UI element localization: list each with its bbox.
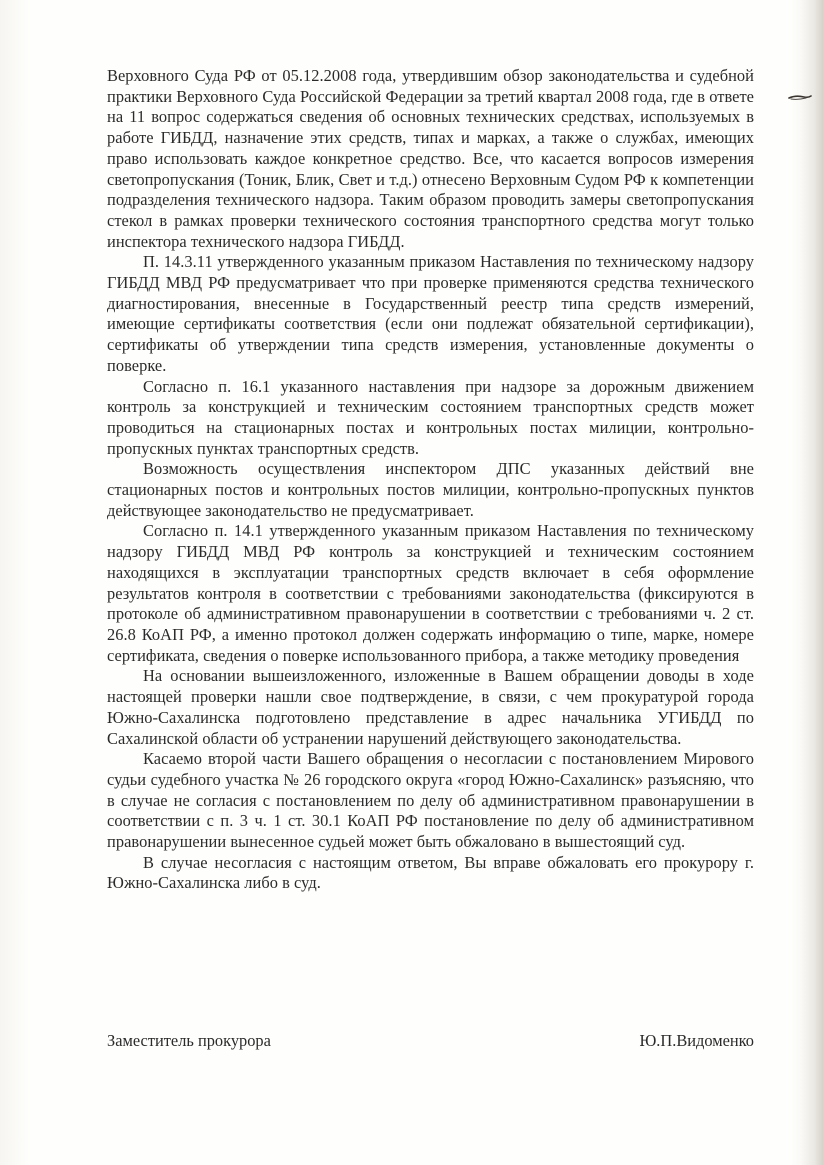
page-edge-shadow [801,0,823,1165]
pen-mark-icon [788,94,812,102]
paragraph: На основании вышеизложенного, изложенные в Вашем обращении доводы в ходе настоящей проверки нашли свое подтверждение, в связи, с чем прокуратурой города Южно-Сахалинска подготовлено представление в адрес начальника УГИБДД по Сахалинской области об устранении нарушений действующего законодательства. [107,666,754,748]
paragraph: Касаемо второй части Вашего обращения о несогласии с постановлением Мирового судьи судебного участка № 26 городского округа «город Южно-Сахалинск» разъясняю, что в случае не согласия с постановлением по делу об административном правонарушении в соответствии с п. 3 ч. 1 ст. 30.1 КоАП РФ постановление по делу об административном правонарушении вынесенное судьей может быть обжаловано в вышестоящий суд. [107,749,754,852]
document-body [107,66,754,894]
paragraph: П. 14.3.11 утвержденного указанным приказом Наставления по техническому надзору ГИБДД МВД РФ предусматривает что при проверке применяются средства технического диагностирования, внесенные в Государственный реестр типа средств измерений, имеющие сертификаты соответствия (если они подлежат обязательной сертификации), сертификаты об утверждении типа средств измерения, установленные документы о поверке. [107,252,754,375]
paragraph: Верховного Суда РФ от 05.12.2008 года, утвердившим обзор законодательства и судебной практики Верховного Суда Российской Федерации за третий квартал 2008 года, где в ответе на 11 вопрос содержаться сведения об основных технических средствах, используемых в работе ГИБДД, назначение этих средств, типах и марках, а также о службах, имеющих право использовать каждое конкретное средство. Все, что касается вопросов измерения светопропускания (Тоник, Блик, Свет и т.д.) отнесено Верховным Судом РФ к компетенции подразделения технического надзора. Таким образом проводить замеры светопропускания стекол в рамках проверки технического состояния транспортного средства могут только инспектора технического надзора ГИБДД. [107,66,754,251]
paragraph: Согласно п. 14.1 утвержденного указанным приказом Наставления по техническому надзору ГИБДД МВД РФ контроль за конструкцией и техническим состоянием находящихся в эксплуатации транспортных средств включает в себя оформление результатов контроля в соответствии с требованиями законодательства (фиксируются в протоколе об административном правонарушении в соответствии с требованиями ч. 2 ст. 26.8 КоАП РФ, а именно протокол должен содержать информацию о типе, марке, номере сертификата, сведения о поверке использованного прибора, а также методику проведения [107,521,754,665]
paragraph: В случае несогласия с настоящим ответом, Вы вправе обжаловать его прокурору г. Южно-Сахалинска либо в суд. [107,852,754,893]
paragraph: Согласно п. 16.1 указанного наставления при надзоре за дорожным движением контроль за конструкцией и техническим состоянием транспортных средств может проводиться на стационарных постах и контрольных постах милиции, контрольно-пропускных пунктах транспортных средств. [107,376,754,458]
signer-name: Ю.П.Видоменко [639,1031,754,1050]
paragraph: Возможность осуществления инспектором ДПС указанных действий вне стационарных постов и контрольных постов милиции, контрольно-пропускных пунктов действующее законодательство не предусматривает. [107,459,754,520]
signer-title: Заместитель прокурора [107,1031,271,1050]
